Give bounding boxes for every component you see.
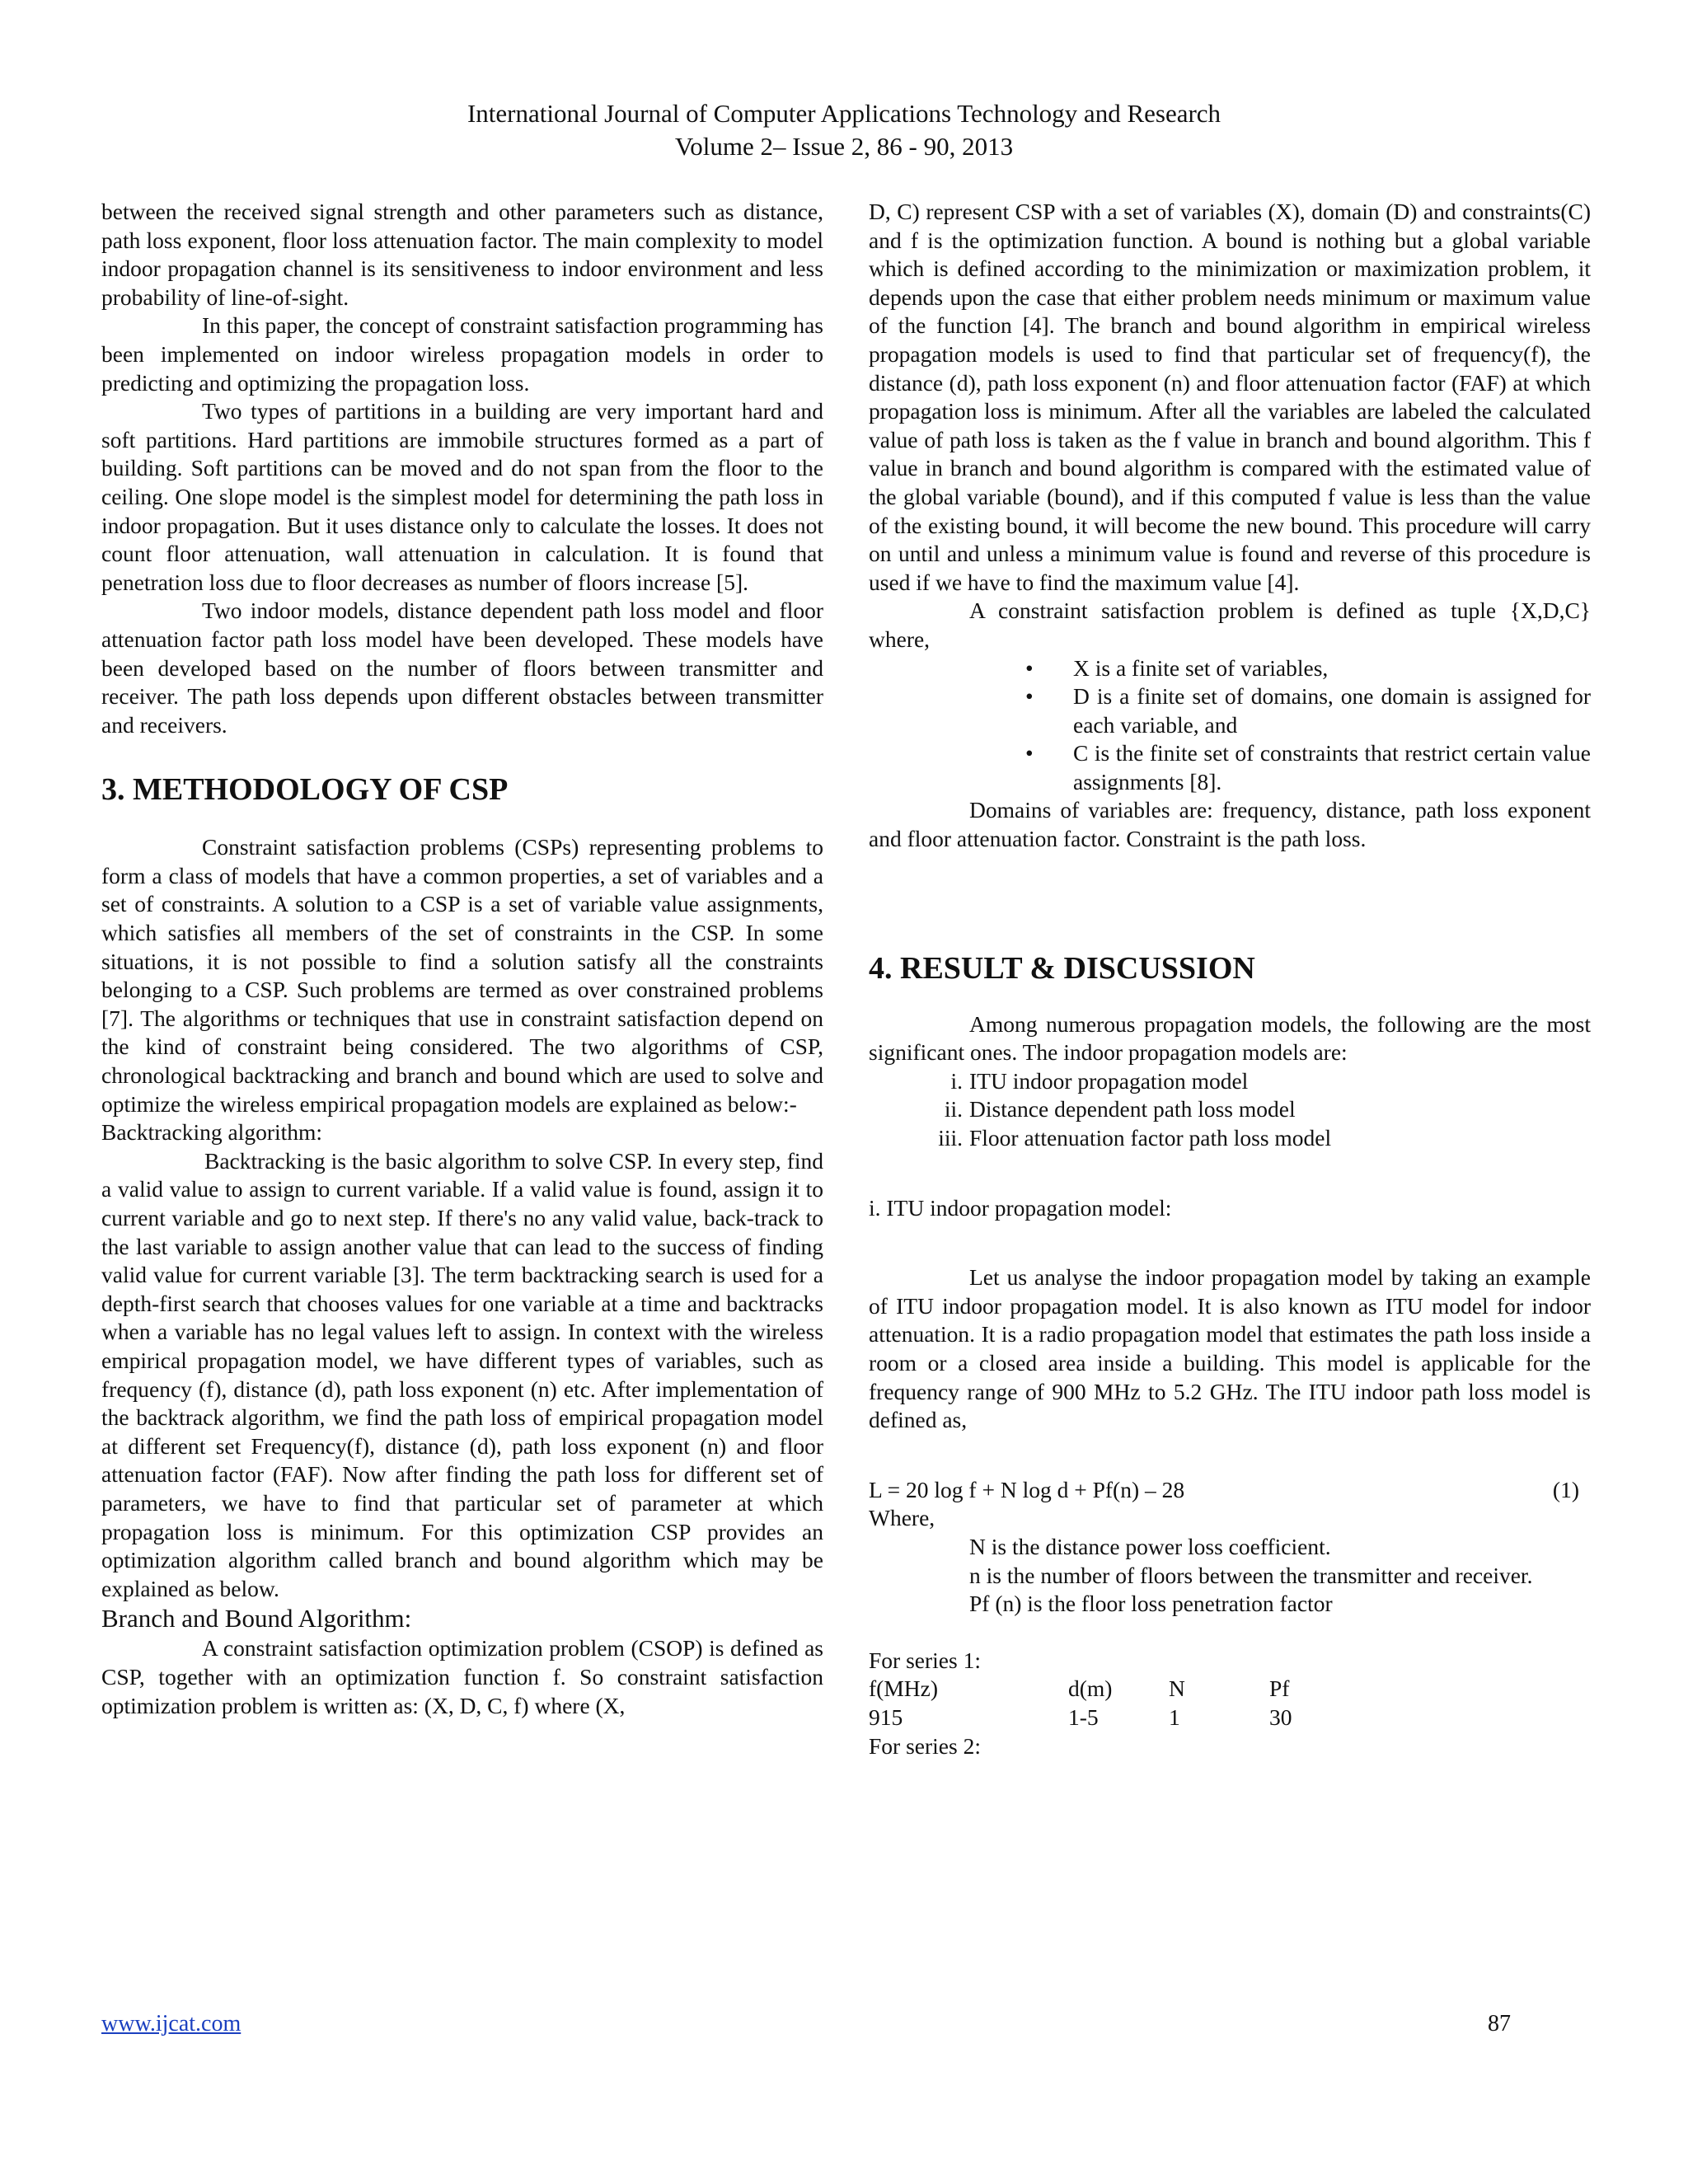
left-column — [101, 198, 823, 1720]
bullet-icon: • — [1025, 654, 1034, 681]
series-1-label: For series 1: — [869, 1647, 981, 1673]
series-1-table — [869, 1675, 1292, 1732]
journal-header — [0, 97, 1688, 163]
list-item: • C is the finite set of constraints that restrict certain value assignments [8]. — [1025, 740, 1591, 794]
table-cell: 30 — [1269, 1704, 1292, 1730]
table-cell: 915 — [869, 1704, 903, 1730]
section-3-heading: 3. METHODOLOGY OF CSP — [101, 772, 509, 808]
bullet-icon: • — [1025, 740, 1034, 766]
right-paragraph-2: A constraint satisfaction problem is defined as tuple {X,D,C} where, — [869, 598, 1591, 652]
table-row — [869, 1704, 1292, 1732]
list-item: ii. Distance dependent path loss model — [944, 1096, 1296, 1122]
equation-text: L = 20 log f + N log d + Pf(n) – 28 — [869, 1476, 1185, 1502]
where-item: N is the distance power loss coefficient. — [969, 1533, 1331, 1559]
left-paragraph-4: Two indoor models, distance dependent path loss model and floor attenuation factor path loss model have been developed. These models have been developed based on the number of floors between transmitter and receiver. The path loss depends upon different obstacles between transmitter and receivers. — [101, 598, 823, 738]
left-paragraph-5: Constraint satisfaction problems (CSPs) representing problems to form a class of models that have a common properties, a set of variables and a set of constraints. A solution to a CSP is a set of variable value assignments, which satisfies all members of the set of constraints in the CSP. In some situations, it is not possible to find a solution satisfy all the constraints belonging to a CSP. Such problems are termed as over constrained problems [7]. The algorithms or techniques that use in constraint satisfaction depend on the kind of constraint being considered. The two algorithms of CSP, chronological backtracking and branch and bound which are used to solve and optimize the wireless empirical propagation models are explained as below:- — [101, 834, 823, 1117]
table-cell: 1 — [1169, 1704, 1180, 1730]
right-column — [869, 198, 1591, 1760]
where-label: Where, — [869, 1505, 935, 1531]
right-paragraph-1: D, C) represent CSP with a set of variables (X), domain (D) and constraints(C) and f is the optimization function. A bound is nothing but a global variable which is defined according to the minimization or maximization problem, it depends upon the case that either problem needs minimum or maximum value of the function [4]. The branch and bound algorithm in empirical wireless propagation models is used to find that particular set of frequency(f), the distance (d), path loss exponent (n) and floor attenuation factor (FAF) at which propagation loss is minimum. After all the variables are labeled the calculated value of path loss is taken as the f value in branch and bound algorithm. This f value in branch and bound algorithm is compared with the estimated value of the global variable (bound), and if this computed f value is less than the value of the existing bound, it will become the new bound. This procedure will carry on until and unless a minimum value is found and reverse of this procedure is used if we have to find the maximum value [4]. — [869, 199, 1591, 595]
table-header-row — [869, 1675, 1292, 1704]
equation-1 — [869, 1476, 1591, 1505]
right-paragraph-3: Domains of variables are: frequency, distance, path loss exponent and floor attenuation factor. Constraint is the path loss. — [869, 797, 1591, 852]
branch-and-bound-heading: Branch and Bound Algorithm: — [101, 1604, 412, 1633]
journal-title: International Journal of Computer Applications Technology and Research — [467, 99, 1221, 128]
csp-definition-list — [869, 654, 1591, 797]
list-item: i. ITU indoor propagation model — [950, 1067, 1249, 1094]
model-list — [869, 1067, 1591, 1153]
table-header-cell: d(m) — [1068, 1675, 1113, 1702]
left-paragraph-1: between the received signal strength and other parameters such as distance, path loss exponent, floor loss attenuation factor. The main complexity to model indoor propagation channel is its sensitiveness to indoor environment and less probability of line-of-sight. — [101, 199, 823, 310]
right-paragraph-5: Let us analyse the indoor propagation model by taking an example of ITU indoor propagation model. It is also known as ITU model for indoor attenuation. It is a radio propagation model that estimates the path loss inside a room or a closed area inside a building. This model is applicable for the frequency range of 900 MHz to 5.2 GHz. The ITU indoor path loss model is defined as, — [869, 1264, 1591, 1433]
series-2-label: For series 2: — [869, 1732, 981, 1759]
table-cell: 1-5 — [1068, 1704, 1099, 1730]
bullet-icon: • — [1025, 683, 1034, 710]
table-header-cell: Pf — [1269, 1675, 1290, 1702]
left-paragraph-7: A constraint satisfaction optimization problem (CSOP) is defined as CSP, together with an optimization function f. So constraint satisfaction optimization problem is written as: (X, D, C, f) where (X, — [101, 1635, 823, 1718]
section-4-heading: 4. RESULT & DISCUSSION — [869, 950, 1255, 986]
backtracking-label: Backtracking algorithm: — [101, 1119, 323, 1146]
list-item: • D is a finite set of domains, one domain is assigned for each variable, and — [1025, 683, 1591, 738]
equation-number: (1) — [1552, 1476, 1579, 1502]
left-paragraph-3: Two types of partitions in a building are very important hard and soft partitions. Hard partitions are immobile structures formed as a part of building. Soft partitions can be moved and do not span from the floor to the ceiling. One slope model is the simplest model for determining the path loss in indoor propagation. But it uses distance only to calculate the losses. It does not count floor attenuation, wall attenuation in calculation. It is found that penetration loss due to floor decreases as number of floors increase [5]. — [101, 398, 823, 595]
table-header-cell: f(MHz) — [869, 1675, 938, 1702]
table-header-cell: N — [1169, 1675, 1185, 1702]
left-paragraph-6: Backtracking is the basic algorithm to solve CSP. In every step, find a valid value to assign to current variable. If a valid value is found, assign it to current variable and go to next step. If there's no any valid value, back-track to the last variable to assign another value that can lead to the success of finding valid value for current variable [3]. The term backtracking search is used for a depth-first search that chooses values for one variable at a time and backtracks when a variable has no legal values left to assign. In context with the wireless empirical propagation model, we have different types of variables, such as frequency (f), distance (d), path loss exponent (n) etc. After implementation of the backtrack algorithm, we find the path loss of empirical propagation model at different set Frequency(f), distance (d), path loss exponent (n) and floor attenuation factor (FAF). Now after finding the path loss for different set of parameters, we have to find that particular set of parameter at which propagation loss is minimum. For this optimization CSP provides an optimization algorithm called branch and bound algorithm which may be explained as below. — [101, 1147, 823, 1601]
where-item: Pf (n) is the floor loss penetration factor — [969, 1591, 1333, 1617]
journal-website-link[interactable]: www.ijcat.com — [101, 2011, 241, 2036]
list-item: • X is a finite set of variables, — [869, 654, 1591, 683]
list-item: iii. Floor attenuation factor path loss model — [938, 1125, 1332, 1151]
right-paragraph-4: Among numerous propagation models, the following are the most significant ones. The indoor propagation models are: — [869, 1010, 1591, 1066]
journal-volume: Volume 2– Issue 2, 86 - 90, 2013 — [674, 132, 1014, 161]
itu-model-heading: i. ITU indoor propagation model: — [869, 1194, 1172, 1221]
page-number: 87 — [1488, 2011, 1511, 2036]
where-item: n is the number of floors between the transmitter and receiver. — [969, 1562, 1533, 1588]
left-paragraph-2: In this paper, the concept of constraint satisfaction programming has been implemented on indoor wireless propagation models in order to predicting and optimizing the propagation loss. — [101, 312, 823, 396]
